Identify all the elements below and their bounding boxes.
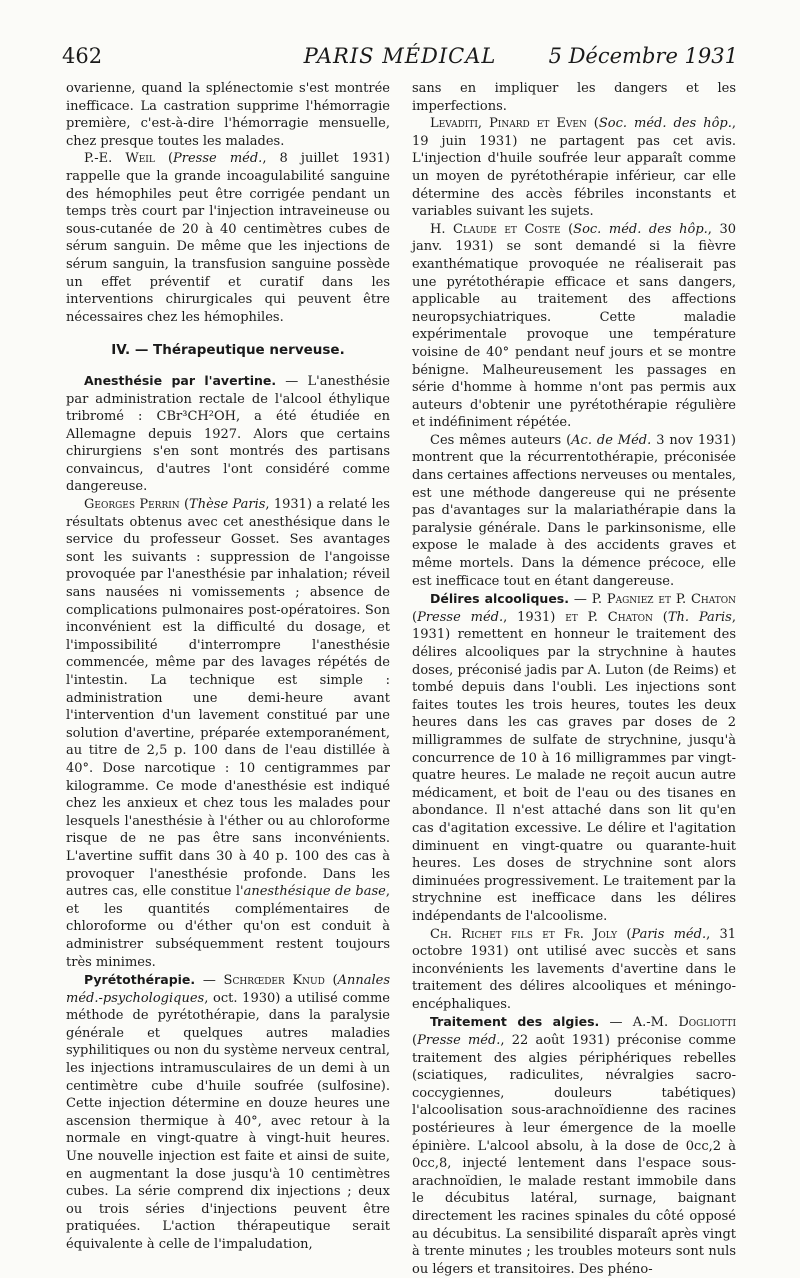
journal-title: PARIS MÉDICAL [303, 44, 497, 68]
paragraph: Georges Perrin (Thèse Paris, 1931) a relaté les résultats obtenus avec cet anesthésique dans le service du professeur Gosset. Ses avantages sont les suivants : suppression de l'angoisse provoquée par l'anesthésie par inhalation; réveil sans nausées ni vomissements ; absence de complications pulmonaires post-opératoires. Son inconvénient est la difficulté du dosage, et l'impossibilité d'interrompre l'anesthésie commencée, même par des lavages répétés de l'intestin. La technique est simple : administration une demi-heure avant l'intervention d'un lavement constitué par une solution d'avertine, préparée extemporanément, au titre de 2,5 p. 100 dans de l'eau distillée à 40°. Dose narcotique : 10 centigrammes par kilogramme. Ce mode d'anesthésie est indiqué chez les anxieux et chez tous les malades pour lesquels l'anesthésie à l'éther ou au chloroforme risque de ne pas être sans inconvénients. L'avertine suffit dans 30 à 40 p. 100 des cas à provoquer l'anesthésie profonde. Dans les autres cas, elle constitue l'anesthésique de base, et les quantités complémentaires de chloroforme ou d'éther qu'on est conduit à administrer subséquemment restent toujours très minimes. [66, 497, 390, 970]
paragraph: Ch. Richet fils et Fr. Joly (Paris méd., 31 octobre 1931) ont utilisé avec succès et sans inconvénients les lavements d'avertine dans le traitement des délires alcooliques et méningo-encéphaliques. [412, 926, 736, 1012]
paragraph: Ces mêmes auteurs (Ac. de Méd. 3 nov 1931) montrent que la récurrentothérapie, préconisée dans certaines affections nerveuses ou mentales, est une méthode dangereuse qui ne présente pas d'avantages sur la malariathérapie dans la paralysie générale. Dans le parkinsonisme, elle expose le malade à des accidents graves et même mortels. Dans la démence précoce, elle est inefficace tout en étant dangereuse. [412, 432, 737, 589]
paragraph: ovarienne, quand la splénectomie s'est montrée inefficace. La castration supprime l'hémorragie première, c'est-à-dire l'hémorragie mensuelle, chez presque toutes les malades. [66, 81, 390, 149]
paragraph: Pyrétothérapie. — Schrœder Knud (Annales méd.-psychologiques, oct. 1930) a utilisé comme méthode de pyrétothérapie, dans la paralysie générale et quelques autres maladies syphilitiques ou non du système nerveux central, les injections intramusculaires de un demi à un centimètre cube d'huile soufrée (sulfosine). Cette injection détermine en douze heures une ascension thermique à 40°, avec retour à la normale en vingt-quatre à vingt-huit heures. Une nouvelle injection est faite et ainsi de suite, en augmentant la dose jusqu'à 10 centimètres cubes. La série comprend dix injections ; deux ou trois séries d'injections peuvent être pratiquées. L'action thérapeutique serait équivalente à celle de l'impaludation, [66, 972, 391, 1252]
paragraph: H. Claude et Coste (Soc. méd. des hôp., 30 janv. 1931) se sont demandé si la fièvre exanthématique provoquée ne réaliserait pas une pyrétothérapie efficace et sans dangers, applicable au traitement des affections neuropsychiatriques. Cette maladie expérimentale provoque une température voisine de 40° pendant neuf jours et se montre bénigne. Malheureusement les passages en série d'homme à homme n'ont pas permis aux auteurs d'obtenir une pyrétothérapie régulière et indéfiniment répétée. [412, 221, 737, 431]
page-number: 462 [62, 44, 103, 68]
paragraph: Levaditi, Pinard et Even (Soc. méd. des hôp., 19 juin 1931) ne partagent pas cet avis. L'injection d'huile soufrée leur apparaît comme un moyen de pyrétothérapie inférieur, car elle détermine des accès fébriles inconstants et variables suivant les sujets. [412, 116, 736, 220]
paragraph: sans en impliquer les dangers et les imperfections. [412, 81, 736, 114]
left-column [66, 80, 390, 1254]
paragraph: Anesthésie par l'avertine. — L'anesthésie par administration rectale de l'alcool éthylique tribromé : CBr³CH²OH, a été étudiée en Allemagne depuis 1927. Alors que certains chirurgiens s'en sont montrés des partisans convaincus, d'autres l'ont considéré comme dangereuse. [66, 372, 390, 495]
right-column [412, 80, 736, 1278]
paragraph: P.-E. Weil (Presse méd., 8 juillet 1931) rappelle que la grande incoagulabilité sanguine des hémophiles peut être corrigée pendant un temps très court par l'injection intraveineuse ou sous-cutanée de 20 à 40 centimètres cubes de sérum sanguin. De même que les injections de sérum sanguin, la transfusion sanguine possède un effet préventif et curatif dans les interventions chirurgicales qui peuvent être nécessaires chez les hémophiles. [66, 151, 390, 325]
page-header [62, 44, 738, 78]
section-heading: IV. — Thérapeutique nerveuse. [111, 342, 345, 359]
paragraph: Délires alcooliques. — P. Pagniez et P. Chaton (Presse méd., 1931) et P. Chaton (Th. Paris, 1931) remettent en honneur le traitement des délires alcooliques par la strychnine à hautes doses, préconisé jadis par A. Luton (de Reims) et tombé depuis dans l'oubli. Les injections sont faites toutes les trois heures, toutes les deux heures dans les cas graves par doses de 2 milligrammes de sulfate de strychnine, jusqu'à concurrence de 10 à 16 milligrammes par vingt-quatre heures. Le malade ne reçoit aucun autre médicament, et boit de l'eau ou des tisanes en abondance. Il n'est attaché dans son lit qu'en cas d'agitation excessive. Le délire et l'agitation diminuent en vingt-quatre ou quarante-huit heures. Les doses de strychnine sont alors diminuées progressivement. Le traitement par la strychnine est inefficace dans les délires indépendants de l'alcoolisme. [412, 591, 736, 924]
paragraph: Traitement des algies. — A.-M. Dogliotti (Presse méd., 22 août 1931) préconise comme traitement des algies périphériques rebelles (sciatiques, radiculites, névralgies sacro-coccygiennes, douleurs tabétiques) l'alcoolisation sous-arachnoïdienne des racines postérieures à leur émergence de la moelle épinière. L'alcool absolu, à la dose de 0cc,2 à 0cc,8, injecté lentement dans l'espace sous-arachnoïdien, le malade restant immobile dans le décubitus latéral, surnage, baignant directement les racines spinales du côté opposé au décubitus. La sensibilité disparaît après vingt à trente minutes ; les troubles moteurs sont nuls ou légers et transitoires. Des phéno- [412, 1014, 736, 1277]
issue-date: 5 Décembre 1931 [548, 44, 738, 68]
